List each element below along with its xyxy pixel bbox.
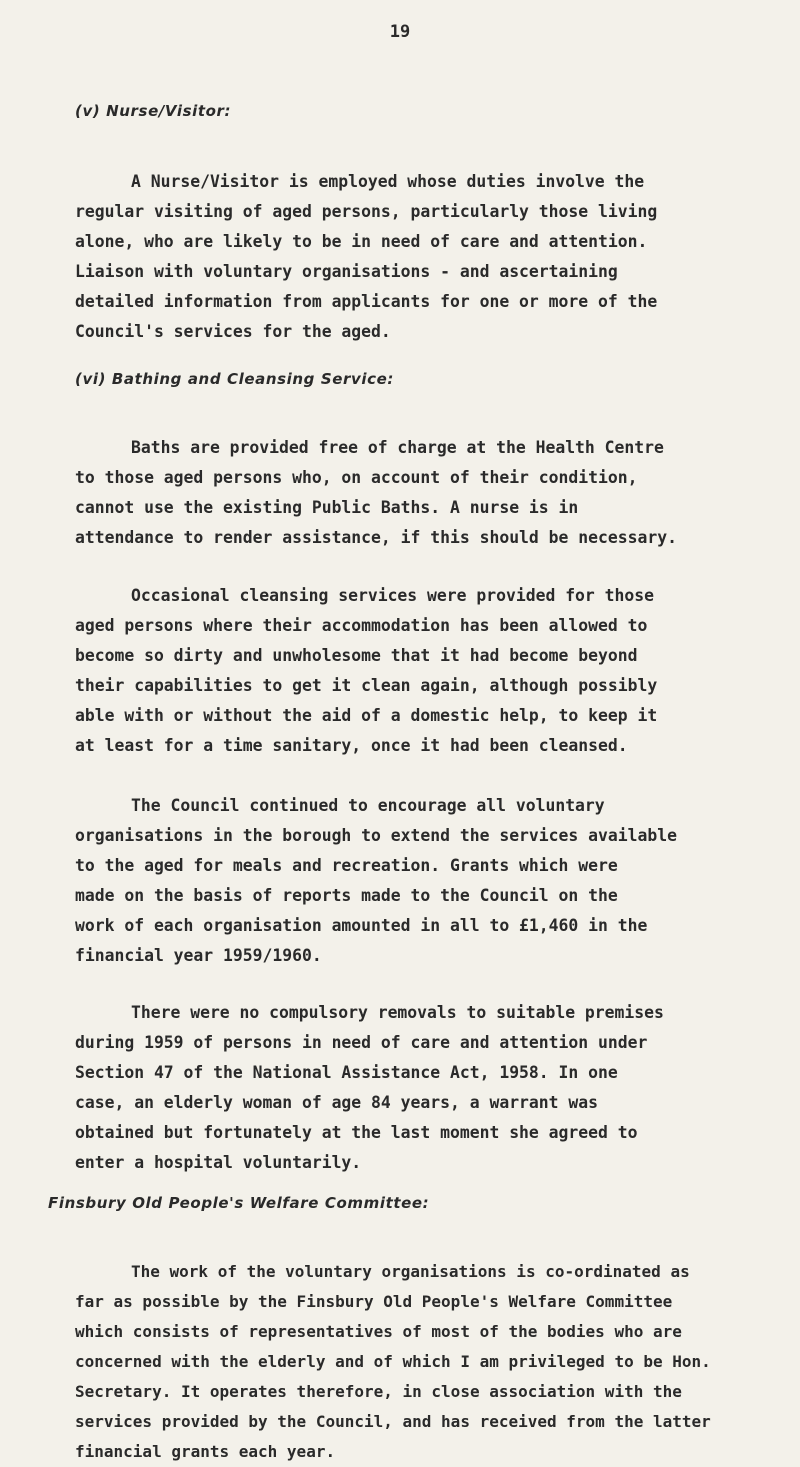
text-line: made on the basis of reports made to the Council on the: [75, 886, 618, 905]
text-line: enter a hospital voluntarily.: [75, 1153, 362, 1172]
text-line: obtained but fortunately at the last moment she agreed to: [75, 1123, 638, 1142]
text-line: The work of the voluntary organisations is co-ordinated as: [131, 1262, 690, 1281]
section-heading-bathing: (vi) Bathing and Cleansing Service:: [75, 370, 394, 388]
section-heading-finsbury: Finsbury Old People's Welfare Committee:: [48, 1194, 430, 1212]
text-line: attendance to render assistance, if this should be necessary.: [75, 528, 677, 547]
text-line: their capabilities to get it clean again, although possibly: [75, 676, 658, 695]
text-line: to those aged persons who, on account of their condition,: [75, 468, 638, 487]
text-line: Occasional cleansing services were provided for those: [131, 586, 655, 605]
text-line: The Council continued to encourage all voluntary: [131, 796, 605, 815]
text-line: work of each organisation amounted in all to £1,460 in the: [75, 916, 648, 935]
text-line: Section 47 of the National Assistance Act, 1958. In one: [75, 1063, 618, 1082]
text-line: able with or without the aid of a domestic help, to keep it: [75, 706, 658, 725]
text-line: alone, who are likely to be in need of care and attention.: [75, 232, 648, 251]
text-line: regular visiting of aged persons, particularly those living: [75, 202, 658, 221]
text-line: There were no compulsory removals to suitable premises: [131, 1003, 664, 1022]
text-line: become so dirty and unwholesome that it had become beyond: [75, 646, 638, 665]
text-line: aged persons where their accommodation has been allowed to: [75, 616, 648, 635]
paragraph-bathing-3: [75, 791, 765, 971]
paragraph-bathing-1: [75, 433, 765, 553]
paragraph-bathing-2: [75, 581, 765, 761]
text-line: cannot use the existing Public Baths. A nurse is in: [75, 498, 579, 517]
page-number: 19: [389, 22, 411, 42]
text-line: to the aged for meals and recreation. Grants which were: [75, 856, 618, 875]
text-line: which consists of representatives of most of the bodies who are: [75, 1322, 682, 1341]
text-line: concerned with the elderly and of which I am privileged to be Hon.: [75, 1352, 711, 1371]
paragraph-bathing-4: [75, 998, 765, 1178]
text-line: far as possible by the Finsbury Old People's Welfare Committee: [75, 1292, 673, 1311]
text-line: A Nurse/Visitor is employed whose duties involve the: [131, 172, 645, 191]
section-heading-nurse-visitor: (v) Nurse/Visitor:: [75, 102, 232, 120]
text-line: Council's services for the aged.: [75, 322, 391, 341]
text-line: at least for a time sanitary, once it had been cleansed.: [75, 736, 628, 755]
text-line: Secretary. It operates therefore, in close association with the: [75, 1382, 682, 1401]
paragraph-nurse-visitor: [75, 167, 765, 347]
text-line: organisations in the borough to extend the services available: [75, 826, 677, 845]
text-line: detailed information from applicants for one or more of the: [75, 292, 658, 311]
text-line: financial grants each year.: [75, 1442, 336, 1461]
text-line: Liaison with voluntary organisations - and ascertaining: [75, 262, 618, 281]
text-line: case, an elderly woman of age 84 years, a warrant was: [75, 1093, 599, 1112]
text-line: services provided by the Council, and has received from the latter: [75, 1412, 711, 1431]
text-line: financial year 1959/1960.: [75, 946, 322, 965]
text-line: during 1959 of persons in need of care and attention under: [75, 1033, 648, 1052]
text-line: Baths are provided free of charge at the Health Centre: [131, 438, 664, 457]
